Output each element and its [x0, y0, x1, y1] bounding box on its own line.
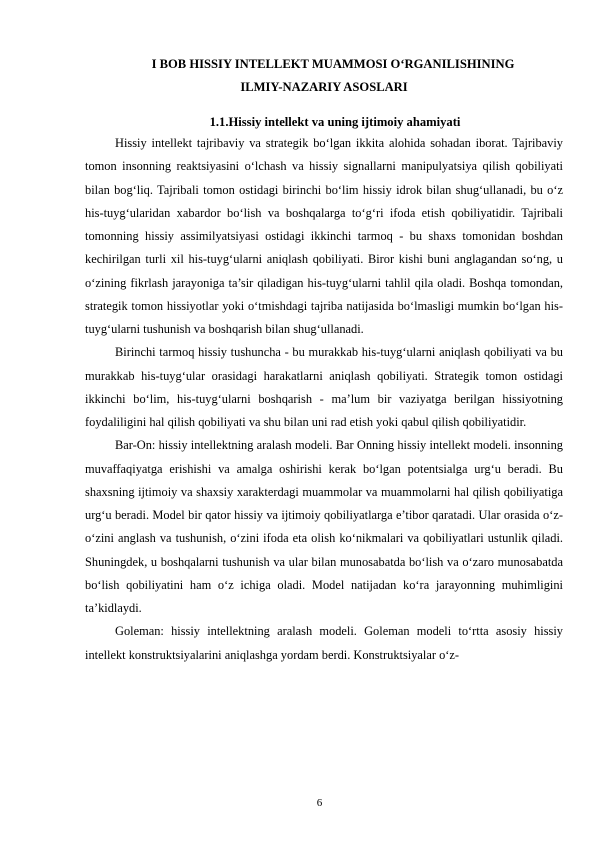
section-title: 1.1.Hissiy intellekt va uning ijtimoiy ahamiyati: [209, 115, 461, 129]
paragraph-4: Goleman: hissiy intellektning aralash modeli. Goleman modeli to‘rtta asosiy hissiy intellekt konstruktsiyalarini aniqlashga yordam berdi. Konstruktsiyalar o‘z-: [85, 624, 563, 662]
paragraph-1: Hissiy intellekt tajribaviy va strategik bo‘lgan ikkita alohida sohadan iborat. Tajribaviy tomon insonning reaktsiyasini o‘lchash va hissiy signallarni manipulyatsiya qilish qobiliyati bilan bog‘liq. Tajribali tomon ostidagi birinchi bo‘lim hissiy idrok bilan shug‘ullanadi, bu o‘z his-tuyg‘ularidan xabardor bo‘lish va boshqalarga to‘g‘ri ifoda etish qobiliyatidir. Tajribali tomonning hissiy assimilyatsiyasi ostidagi ikkinchi tarmoq - bu shaxs tomonidan boshdan kechirilgan turli xil his-tuyg‘ularni aniqlash qobiliyati. Biror kishi buni anglagandan so‘ng, u o‘zining fikrlash jarayoniga ta’sir qiladigan his-tuyg‘ularni tahlil qila oladi. Boshqa tomondan, strategik tomon hissiyotlar yoki o‘tmishdagi tajriba natijasida bo‘lmasligi mumkin bo‘lgan his-tuyg‘ularni tushunish va boshqarish bilan shug‘ullanadi.: [85, 136, 563, 336]
body-text: [85, 132, 563, 667]
chapter-title-line-2: ILMIY-NAZARIY ASOSLARI: [240, 80, 408, 94]
page-number: 6: [316, 797, 323, 809]
paragraph-2: Birinchi tarmoq hissiy tushuncha - bu murakkab his-tuyg‘ularni aniqlash qobiliyati va bu murakkab his-tuyg‘ular orasidagi harakatlarni aniqlash qobiliyati. Strategik tomon ostidagi ikkinchi bo‘lim, his-tuyg‘ularni boshqarish - ma’lum bir vaziyatga berilgan hissiyotning foydaliligini hal qilish qobiliyati va shu bilan uni rad etish yoki qabul qilish qobiliyatidir.: [85, 345, 563, 429]
chapter-title-line-1: I BOB HISSIY INTELLEKT MUAMMOSI O‘RGANILISHINING: [151, 57, 515, 71]
paragraph-3: Bar-On: hissiy intellektning aralash modeli. Bar Onning hissiy intellekt modeli. insonning muvaffaqiyatga erishishi va amalga oshirishi kerak bo‘lgan potentsialga urg‘u beradi. Bu shaxsning ijtimoiy va shaxsiy xarakterdagi muammolar va muammolarni hal qilish qobiliyatiga urg‘u beradi. Model bir qator hissiy va ijtimoiy qobiliyatlarga e’tibor qaratadi. Ular orasida o‘z-o‘zini anglash va tushunish, o‘zini ifoda eta olish ko‘nikmalari va qobiliyatlari ustunlik qiladi. Shuningdek, u boshqalarni tushunish va ular bilan munosabatda bo‘lish va o‘zaro munosabatda bo‘lish qobiliyatini ham o‘z ichiga oladi. Model natijadan ko‘ra jarayonning muhimligini ta’kidlaydi.: [85, 438, 563, 615]
